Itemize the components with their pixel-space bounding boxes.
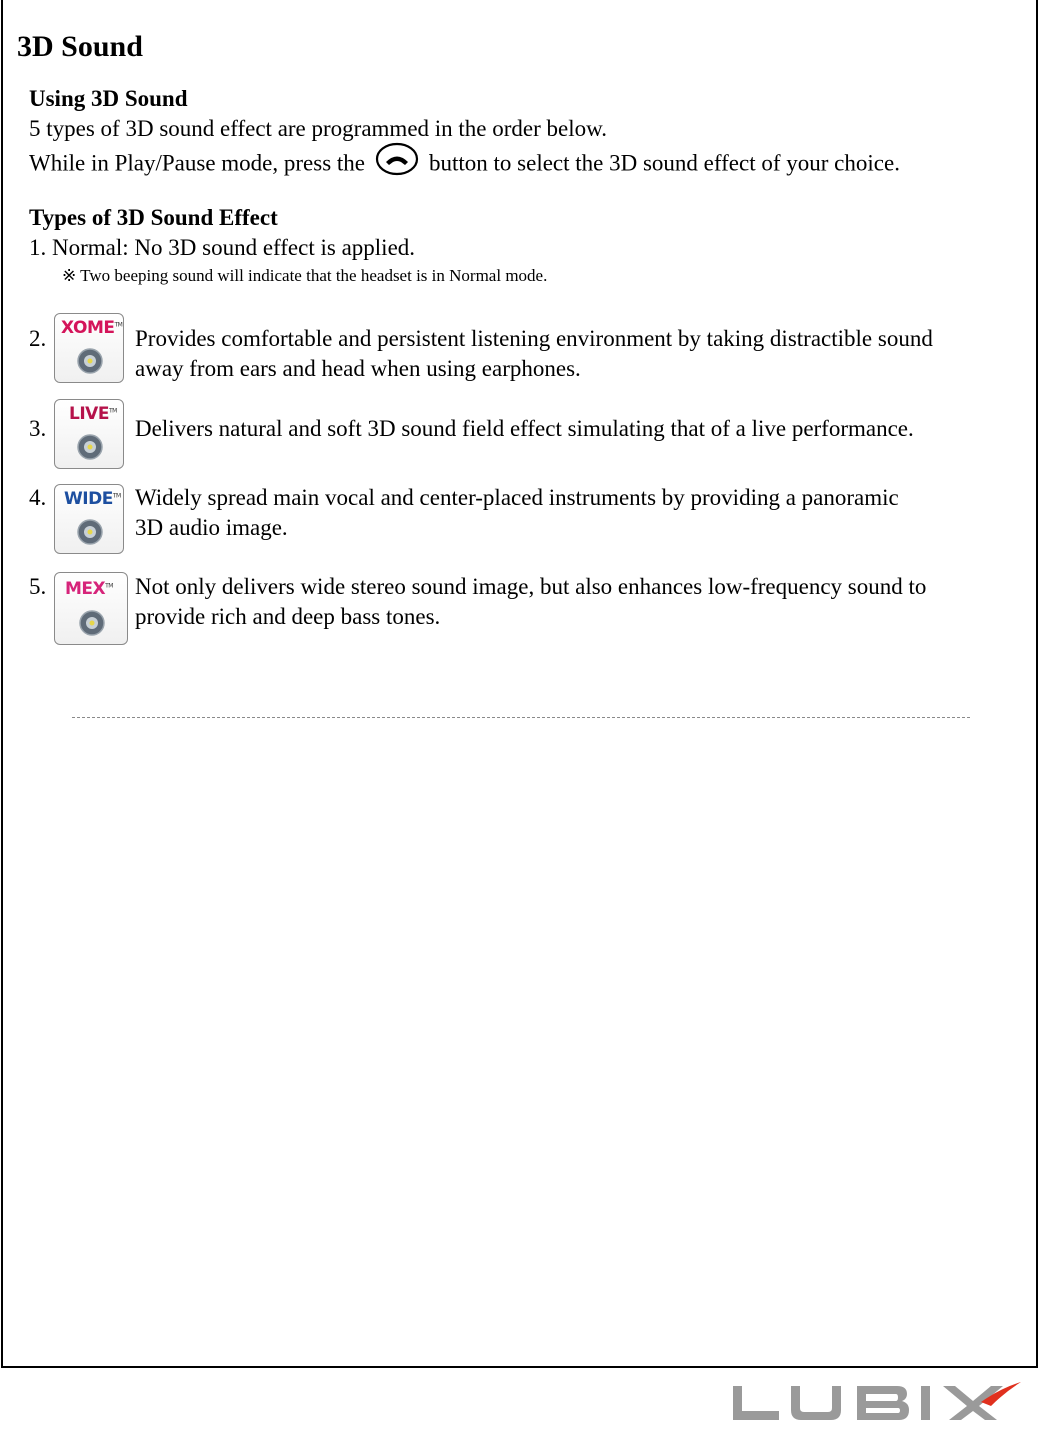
- xome-logo-text: XOME: [61, 318, 115, 338]
- effect-number: 2.: [29, 326, 47, 351]
- wide-description-line-1: Widely spread main vocal and center-placed instruments by providing a panoramic: [135, 485, 899, 510]
- dial-icon: [77, 434, 103, 460]
- wide-description: [135, 483, 899, 543]
- wide-logo: [64, 489, 121, 509]
- live-description: [135, 414, 914, 444]
- effect-number: 4.: [29, 485, 47, 510]
- live-logo-text: LIVE: [69, 404, 109, 424]
- using-heading: Using 3D Sound: [29, 86, 188, 111]
- effect-number: 3.: [29, 416, 47, 441]
- using-line-2: [29, 144, 900, 186]
- page-title: 3D Sound: [17, 30, 143, 63]
- wide-tm: TM: [112, 492, 121, 500]
- dial-icon: [79, 610, 105, 636]
- dial-icon: [77, 519, 103, 545]
- live-logo: [69, 404, 117, 424]
- xome-logo: [61, 318, 122, 338]
- call-end-icon: [375, 142, 419, 184]
- live-tm: TM: [108, 407, 117, 415]
- xome-description-line-1: Provides comfortable and persistent listening environment by taking distractible sound: [135, 326, 933, 351]
- types-heading: Types of 3D Sound Effect: [29, 205, 278, 230]
- mex-effect-icon: [54, 572, 128, 645]
- normal-effect-text: 1. Normal: No 3D sound effect is applied.: [29, 235, 416, 260]
- wide-effect-icon: [54, 484, 124, 554]
- mex-logo: [65, 579, 113, 599]
- using-line-2-before: While in Play/Pause mode, press the: [29, 150, 365, 176]
- xome-tm: TM: [114, 321, 123, 329]
- effect-number: 5.: [29, 574, 47, 599]
- dashed-divider: [72, 717, 970, 718]
- live-description-line-1: Delivers natural and soft 3D sound field effect simulating that of a live performance.: [135, 416, 914, 441]
- wide-logo-text: WIDE: [64, 489, 113, 509]
- mex-tm: TM: [105, 582, 113, 590]
- normal-mode-note: ※ Two beeping sound will indicate that the headset is in Normal mode.: [62, 266, 548, 285]
- using-line-1: 5 types of 3D sound effect are programmed in the order below.: [29, 116, 608, 141]
- mex-description-line-1: Not only delivers wide stereo sound image, but also enhances low-frequency sound to: [135, 574, 927, 599]
- dial-icon: [77, 348, 103, 374]
- xome-effect-icon: [54, 313, 124, 383]
- live-effect-icon: [54, 399, 124, 469]
- mex-description: [135, 572, 926, 632]
- xome-description: [135, 324, 933, 384]
- mex-description-line-2: provide rich and deep bass tones.: [135, 604, 441, 629]
- wide-description-line-2: 3D audio image.: [135, 515, 288, 540]
- using-line-2-after: button to select the 3D sound effect of your choice.: [429, 150, 900, 176]
- xome-description-line-2: away from ears and head when using earphones.: [135, 356, 581, 381]
- lubix-logo: [733, 1380, 1023, 1429]
- mex-logo-text: MEX: [65, 579, 106, 599]
